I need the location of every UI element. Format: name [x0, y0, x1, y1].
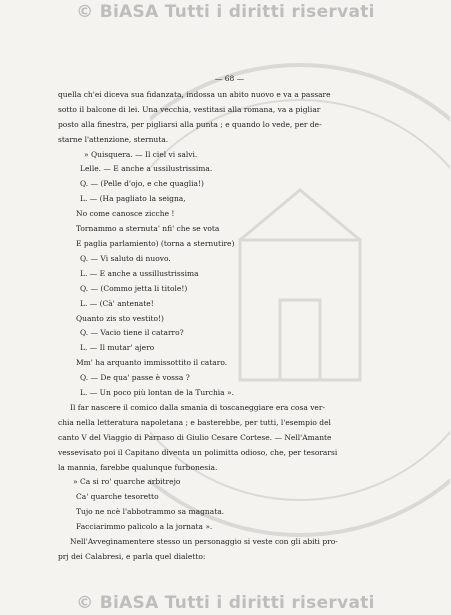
text-line: Q. — De qua' passe è vossa ? — [80, 373, 190, 383]
text-line: L. — Un poco più lontan de la Turchia ». — [80, 388, 234, 398]
text-line: prj dei Calabresi, e parla quel dialetto: — [58, 552, 206, 561]
text-line: Ca' quarche tesoretto — [76, 492, 159, 502]
text-line: chia nella letteratura napoletana ; e basterebbe, per tutti, l'esempio del — [58, 417, 331, 427]
text-line: sotto il balcone di lei. Una vecchia, vestitasi alla romana, va a pigliar — [58, 104, 321, 114]
text-line: » Ca si ro' quarche arbitrejo — [73, 477, 181, 487]
text-line: starne l'attenzione, sternuta. — [58, 134, 169, 144]
text-line: Tornammo a sternuta' nfi' che se vota — [76, 224, 220, 234]
text-line: quella ch'ei diceva sua fidanzata, indossa un abito nuovo e va a passare — [58, 89, 331, 99]
text-line: L. — (Ha pagliato la seigna, — [80, 194, 186, 204]
text-line: Tujo ne ncè l'abbotrammo sa magnata. — [76, 507, 225, 517]
text-line: Lelle. — E anche a ussilustrissima. — [80, 164, 213, 174]
text-line: Q. — (Pelle d'ojo, e che quaglia!) — [80, 179, 204, 189]
text-line: L. — Il mutar' ajero — [80, 343, 155, 353]
text-line: Nell'Avveginamentere stesso un personaggio si veste con gli abiti pro- — [70, 537, 338, 547]
text-line: L. — (Cà' antenate! — [80, 298, 154, 308]
text-line: Quanto zis sto vestito!) — [76, 313, 164, 323]
text-line: E paglia parlamiento) (torna a sternutire) — [76, 238, 235, 248]
text-line: Il far nascere il comico dalla smania di toscaneggiare era cosa ver- — [70, 402, 325, 412]
page-number: — 68 — — [214, 74, 245, 83]
text-line: Q. — Vi saluto di nuovo. — [80, 253, 171, 263]
text-line: Facciarimmo palicolo a la jornata ». — [76, 522, 213, 532]
text-line: posto alla finestra, per pigliarsi alla punta ; e quando lo vede, per de- — [58, 119, 322, 129]
text-line: » Quisquera. — Il ciel vi salvi. — [84, 149, 198, 159]
text-line: L. — E anche a ussillustrissima — [80, 268, 199, 278]
document-page — [58, 72, 401, 565]
watermark-top: © BiASA Tutti i diritti riservati — [76, 2, 375, 22]
watermark-bottom: © BiASA Tutti i diritti riservati — [76, 593, 375, 613]
text-line: Q. — (Commo jetta li titole!) — [80, 283, 188, 293]
text-line: canto V del Viaggio di Parnaso di Giulio Cesare Cortese. — Nell'Amante — [58, 432, 332, 442]
text-line: Q. — Vacio tiene il catarro? — [80, 328, 184, 338]
text-line: vessevisato poi il Capitano diventa un polimitta odioso, che, per tesorarsi — [58, 447, 338, 457]
text-line: No come canosce zicche ! — [76, 209, 175, 219]
text-line: Mm' ha arquanto immissottito il cataro. — [76, 358, 228, 368]
body-text — [58, 88, 401, 565]
text-line: la mannia, farebbe qualunque furbonesia. — [58, 462, 218, 472]
